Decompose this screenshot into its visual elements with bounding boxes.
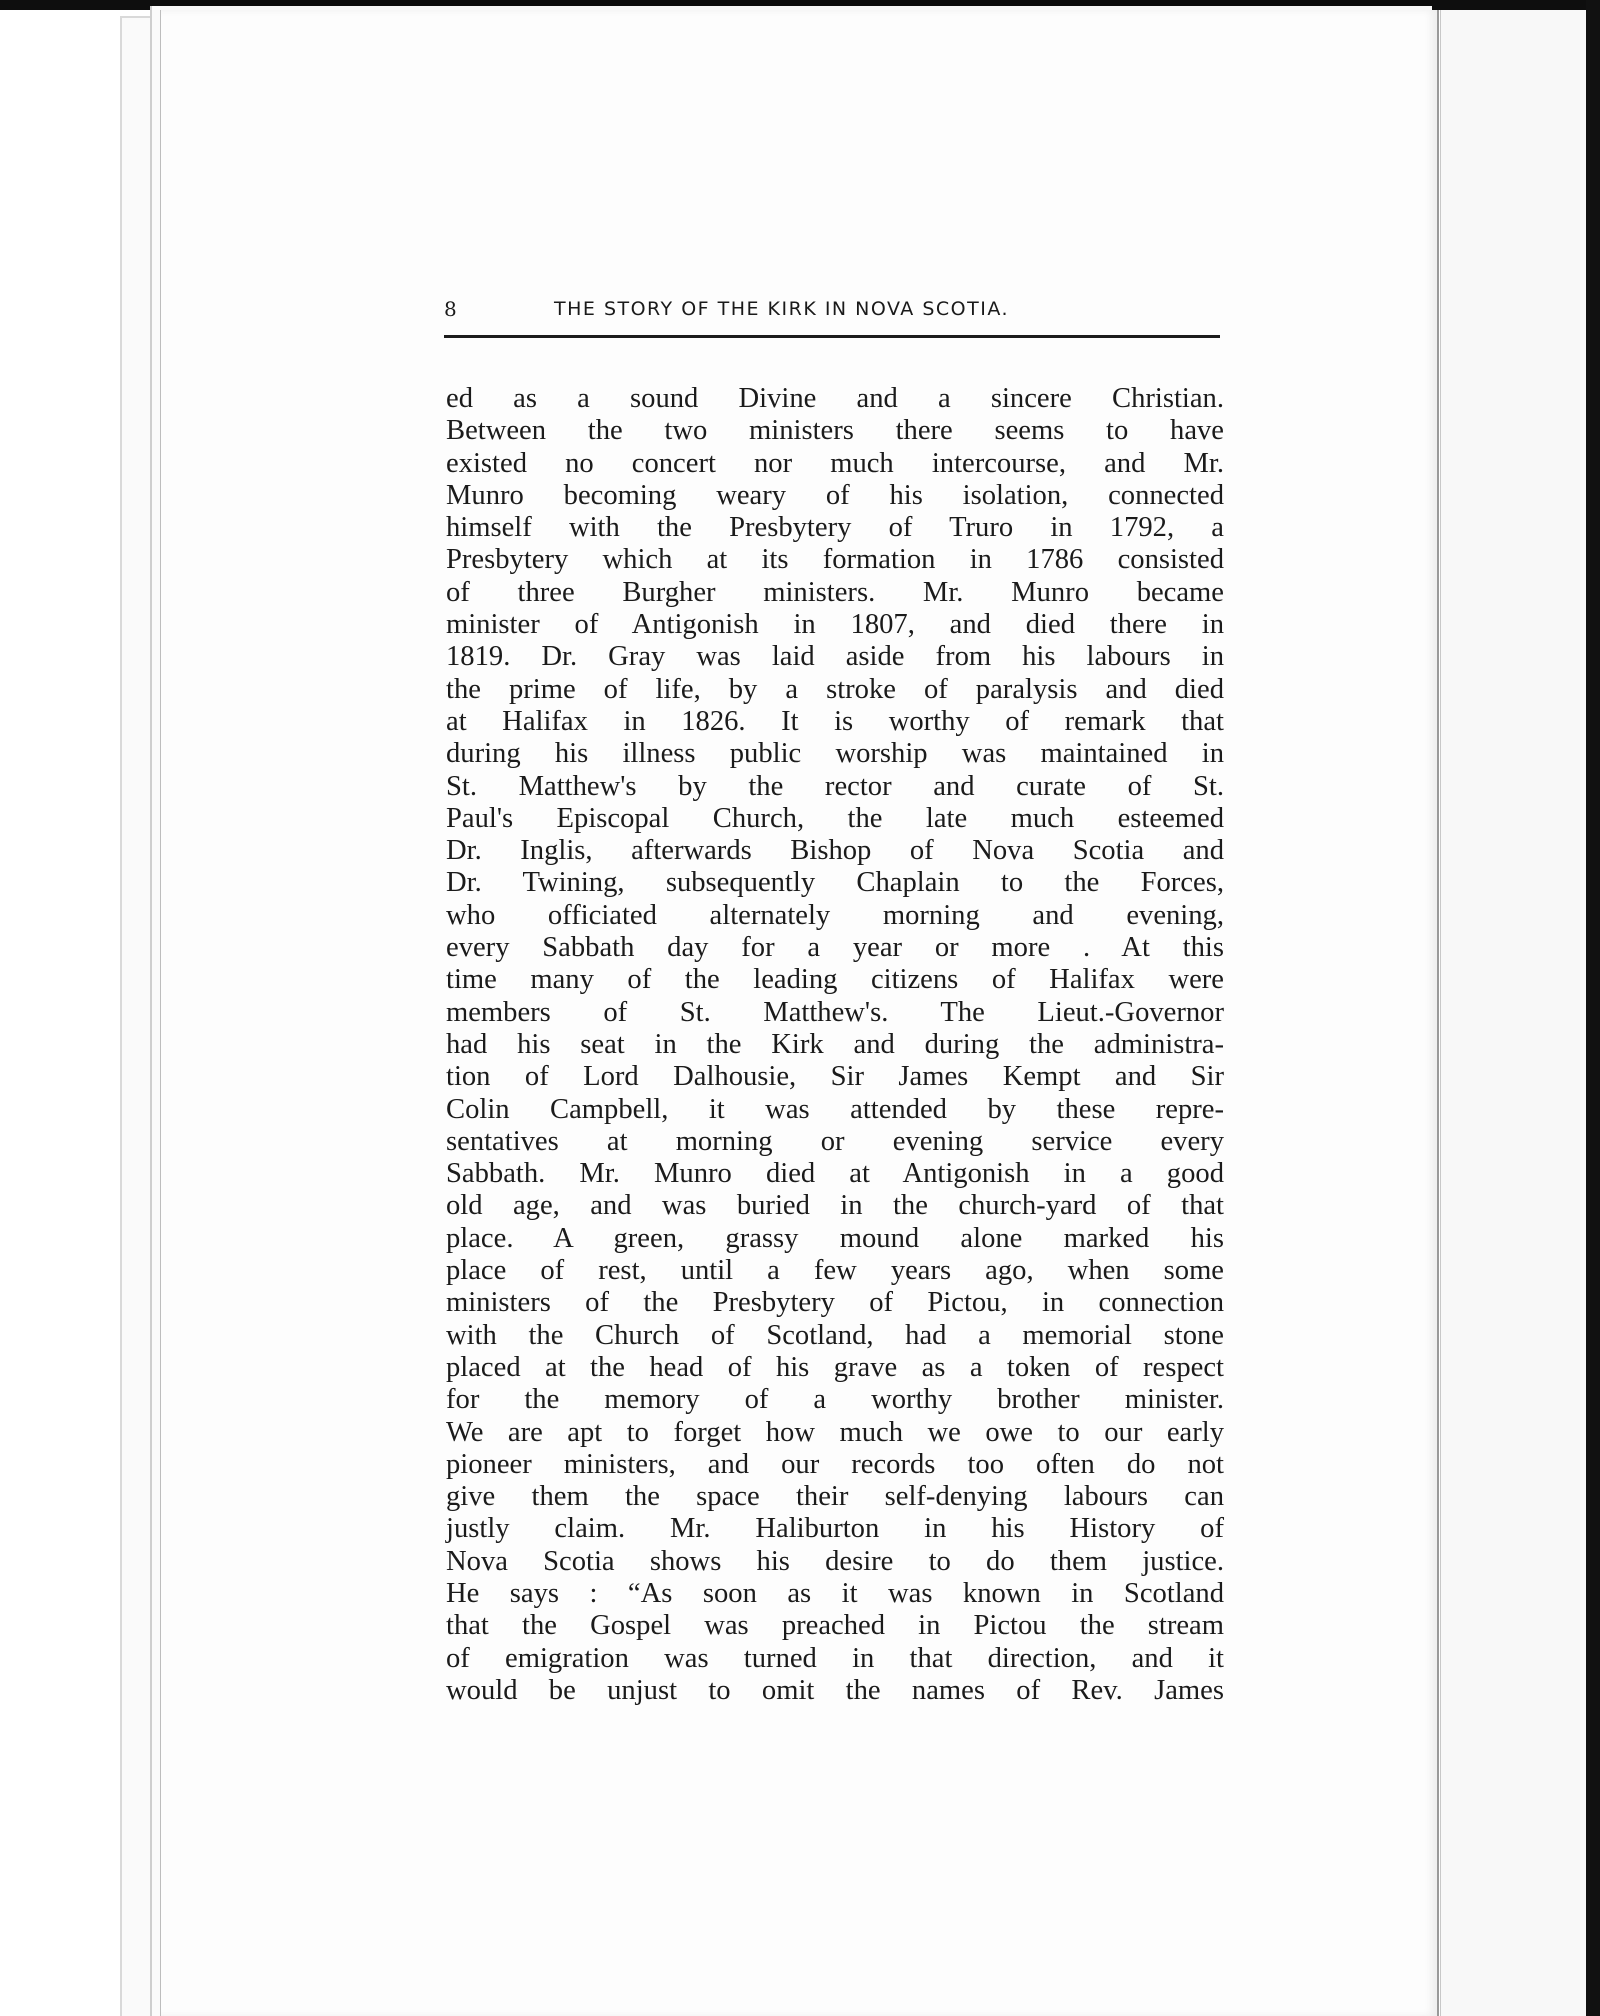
text-line: existed no concert nor much intercourse, and Mr. [446, 447, 1224, 479]
text-line: justly claim. Mr. Haliburton in his History of [446, 1513, 1224, 1545]
text-line: We are apt to forget how much we owe to our early [446, 1416, 1224, 1448]
text-line: pioneer ministers, and our records too often do not [446, 1448, 1224, 1480]
text-line: at Halifax in 1826. It is worthy of remark that [446, 705, 1224, 737]
text-line: place. A green, grassy mound alone marked his [446, 1222, 1224, 1254]
text-line: of emigration was turned in that direction, and it [446, 1642, 1224, 1674]
text-line: Dr. Twining, subsequently Chaplain to the Forces, [446, 867, 1224, 899]
running-title: THE STORY OF THE KIRK IN NOVA SCOTIA. [554, 298, 1010, 320]
text-line: ministers of the Presbytery of Pictou, in connection [446, 1287, 1224, 1319]
text-line: would be unjust to omit the names of Rev. James [446, 1674, 1224, 1706]
text-line: for the memory of a worthy brother minister. [446, 1384, 1224, 1416]
text-line: Colin Campbell, it was attended by these repre- [446, 1093, 1224, 1125]
text-line: every Sabbath day for a year or more . At this [446, 932, 1224, 964]
text-line: Sabbath. Mr. Munro died at Antigonish in a good [446, 1158, 1224, 1190]
text-line: the prime of life, by a stroke of paralysis and died [446, 673, 1224, 705]
text-line: place of rest, until a few years ago, when some [446, 1255, 1224, 1287]
text-line: that the Gospel was preached in Pictou the stream [446, 1610, 1224, 1642]
text-line: tion of Lord Dalhousie, Sir James Kempt and Sir [446, 1061, 1224, 1093]
text-line: who officiated alternately morning and evening, [446, 899, 1224, 931]
text-line: Between the two ministers there seems to have [446, 415, 1224, 447]
text-line: minister of Antigonish in 1807, and died there in [446, 609, 1224, 641]
text-line: during his illness public worship was maintained in [446, 738, 1224, 770]
text-line: sentatives at morning or evening service every [446, 1125, 1224, 1157]
running-header [444, 295, 1220, 338]
scanner-frame-right [1586, 0, 1600, 2016]
text-line: 1819. Dr. Gray was laid aside from his labours in [446, 641, 1224, 673]
text-line: himself with the Presbytery of Truro in 1792, a [446, 512, 1224, 544]
text-line: He says : “As soon as it was known in Scotland [446, 1577, 1224, 1609]
text-line: Presbytery which at its formation in 1786 consisted [446, 544, 1224, 576]
text-line: with the Church of Scotland, had a memorial stone [446, 1319, 1224, 1351]
text-line: placed at the head of his grave as a token of respect [446, 1351, 1224, 1383]
text-line: of three Burgher ministers. Mr. Munro became [446, 576, 1224, 608]
page-number: 8 [444, 297, 457, 321]
text-line: Munro becoming weary of his isolation, connected [446, 479, 1224, 511]
text-line: give them the space their self-denying labours can [446, 1481, 1224, 1513]
text-line: St. Matthew's by the rector and curate of St. [446, 770, 1224, 802]
body-text [446, 383, 1224, 1707]
text-line: Dr. Inglis, afterwards Bishop of Nova Scotia and [446, 835, 1224, 867]
text-line: time many of the leading citizens of Halifax were [446, 964, 1224, 996]
facing-page-edge [1440, 10, 1587, 2016]
text-line: ed as a sound Divine and a sincere Christian. [446, 383, 1224, 414]
text-line: old age, and was buried in the church-yard of that [446, 1190, 1224, 1222]
text-line: Nova Scotia shows his desire to do them justice. [446, 1545, 1224, 1577]
text-line: members of St. Matthew's. The Lieut.-Governor [446, 996, 1224, 1028]
text-line: Paul's Episcopal Church, the late much esteemed [446, 802, 1224, 834]
text-line: had his seat in the Kirk and during the administra- [446, 1028, 1224, 1060]
